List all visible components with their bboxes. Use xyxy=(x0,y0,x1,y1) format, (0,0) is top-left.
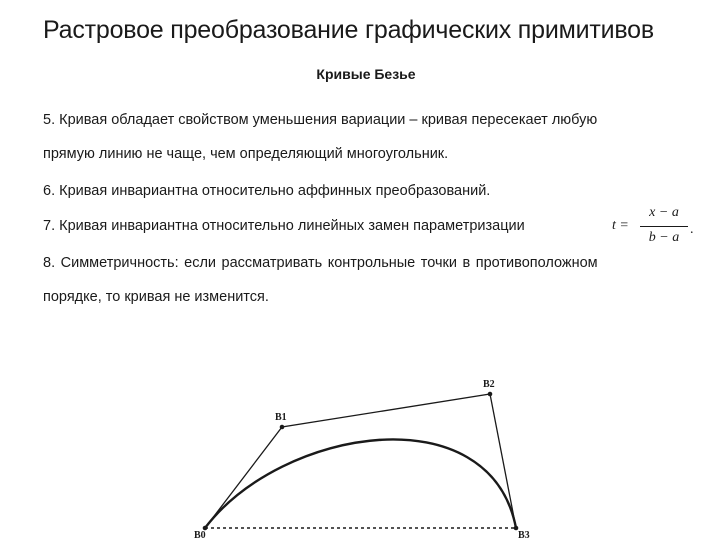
property-8-line-1: 8. Симметричность: если рассматривать контрольные точки в противоположном xyxy=(43,255,598,271)
label-b0: B0 xyxy=(194,530,206,540)
control-polygon xyxy=(205,394,516,528)
property-7: 7. Кривая инвариантна относительно линейных замен параметризации xyxy=(43,218,525,234)
label-b2: B2 xyxy=(483,379,495,390)
bezier-curve xyxy=(205,439,516,528)
property-8-line-2: порядке, то кривая не изменится. xyxy=(43,289,269,305)
formula-trailing-dot: . xyxy=(690,222,694,237)
formula-denominator: b − a xyxy=(648,230,680,245)
slide-title: Растровое преобразование графических примитивов xyxy=(43,16,654,44)
control-point-b1 xyxy=(280,425,285,430)
label-b1: B1 xyxy=(275,412,287,423)
formula-numerator: x − a xyxy=(649,205,679,220)
control-point-b2 xyxy=(488,392,493,397)
formula-lhs: t = xyxy=(612,218,629,233)
property-6: 6. Кривая инвариантна относительно аффинных преобразований. xyxy=(43,183,491,199)
property-5-line-2: прямую линию не чаще, чем определяющий многоугольник. xyxy=(43,146,449,162)
label-b3: B3 xyxy=(518,530,530,540)
slide-subtitle: Кривые Безье xyxy=(316,66,416,82)
property-5-line-1: 5. Кривая обладает свойством уменьшения вариации – кривая пересекает любую xyxy=(43,112,598,128)
